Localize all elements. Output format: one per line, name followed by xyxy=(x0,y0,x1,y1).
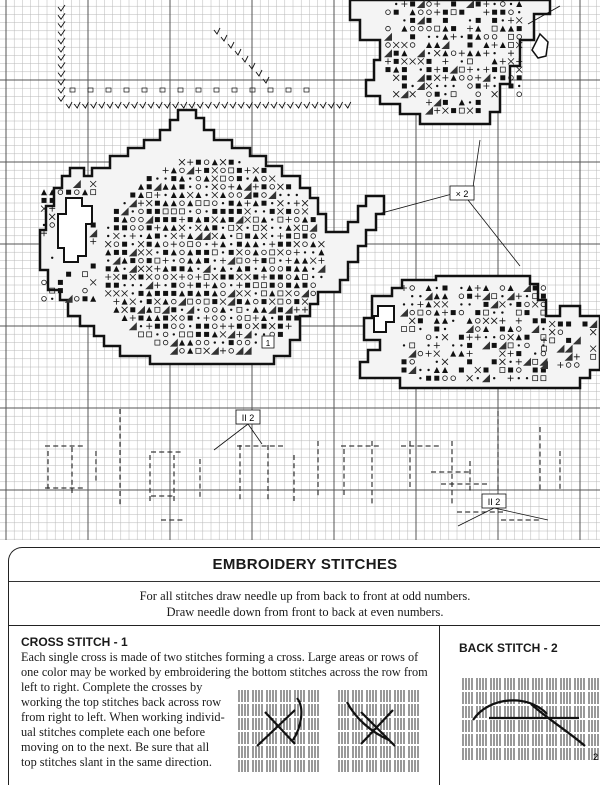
cross-stitch-text-line: working the top stitches back across row xyxy=(21,695,222,709)
top-left-lettering xyxy=(58,5,351,108)
column-divider xyxy=(439,625,440,785)
intro-line-1: For all stitches draw needle up from back to front at odd numbers. xyxy=(139,589,471,603)
panel-title: EMBROIDERY STITCHES xyxy=(212,556,398,573)
cross-stitch-title: CROSS STITCH - 1 xyxy=(21,635,128,649)
cross-stitch-text-line: top stitches slant in the same direction. xyxy=(21,755,212,769)
title-divider xyxy=(9,581,600,582)
section-divider xyxy=(9,625,600,626)
intro-line-2: Draw needle down from front to back at even numbers. xyxy=(166,605,444,619)
back-stitch-number: 2 xyxy=(593,752,599,762)
cross-stitch-diagram-1 xyxy=(235,688,319,772)
cross-stitch-text-line: from right to left. When working individ- xyxy=(21,710,225,724)
cross-stitch-text-line: Each single cross is made of two stitches forming a cross. Large areas or rows of xyxy=(21,650,419,664)
teapot-label: 1 xyxy=(265,339,271,348)
back-stitch-title: BACK STITCH - 2 xyxy=(459,641,558,655)
cross-stitch-text-line: one color may be worked by embroidering the bottom stitches across the row from xyxy=(21,665,428,679)
embroidery-stitches-panel xyxy=(8,547,600,785)
cross-stitch-diagram-2 xyxy=(335,688,419,772)
backstitch-label-3: II 2 xyxy=(487,497,501,507)
backstitch-label-1: × 2 xyxy=(455,189,469,199)
cup-outline xyxy=(360,276,600,388)
cross-stitch-text-line: left to right. Complete the crosses by xyxy=(21,680,203,694)
top-teapot-outline xyxy=(350,0,550,124)
back-stitch-diagram xyxy=(459,676,600,764)
cross-stitch-text-line: moving on to the next. Be sure that all xyxy=(21,740,210,754)
cross-stitch-text-line: ual stitches complete each one before xyxy=(21,725,206,739)
backstitch-label-2: II 2 xyxy=(241,413,255,423)
